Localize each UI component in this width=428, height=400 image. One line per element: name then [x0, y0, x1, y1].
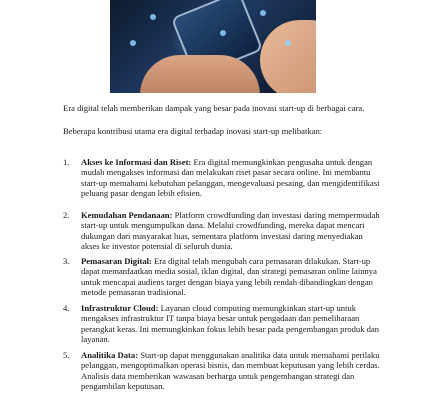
item-title: Kemudahan Pendanaan:: [81, 210, 173, 220]
list-number: 5.: [63, 350, 70, 360]
item-title: Analitika Data:: [81, 350, 139, 360]
list-number: 1.: [63, 157, 70, 167]
header-photo: [110, 0, 316, 93]
lead-paragraph: Beberapa kontribusi utama era digital terhadap inovasi start-up melibatkan:: [63, 126, 323, 136]
item-title: Pemasaran Digital:: [81, 256, 152, 266]
list-number: 4.: [63, 303, 70, 313]
list-number: 3.: [63, 256, 70, 266]
intro-paragraph: Era digital telah memberikan dampak yang besar pada inovasi start-up di berbagai cara.: [63, 103, 365, 113]
list-number: 2.: [63, 210, 70, 220]
item-title: Infrastruktur Cloud:: [81, 303, 159, 313]
item-title: Akses ke Informasi dan Riset:: [81, 157, 192, 167]
